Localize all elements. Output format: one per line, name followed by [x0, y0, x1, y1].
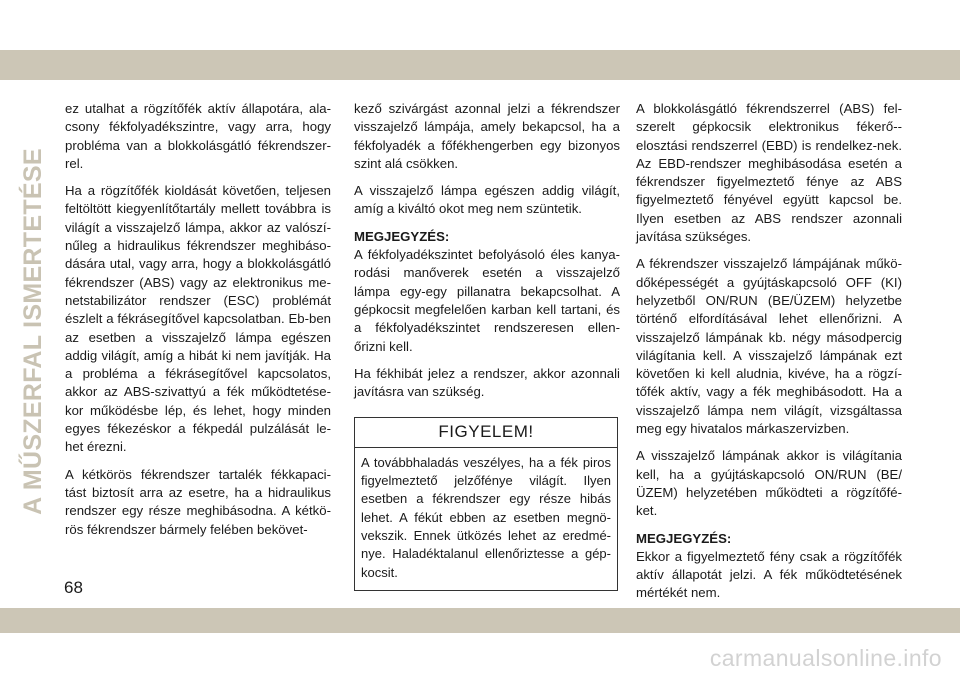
col2-paragraph-4: Ha fékhibát jelez a rendszer, akkor azonnali javításra van szükség.: [354, 365, 620, 400]
col3-paragraph-1: A blokkolásgátló fékrendszerrel (ABS) fel-szerelt gépkocsik elektronikus fékerő--elosztási rendszerrel (EBD) is rendelkez-nek. Az EBD-rendszer meghibásodása esetén a fékrendszer figyelmeztető fénye az ABS figyelmeztető fényével együtt kapcsol be. Ilyen esetben az ABS rendszer azonnali javítása szükséges.: [636, 101, 902, 245]
page-number: 68: [64, 578, 83, 597]
footer-band: [0, 608, 960, 633]
column-1: [65, 100, 331, 548]
warning-body: A továbbhaladás veszélyes, ha a fék piros figyelmeztető jelzőfénye világít. Ilyen esetben a fékrendszer egy része hibás lehet. A fékút ebben az esetben megnö-vekszik. Ennek ütközés lehet az eredmé-nye. Haladéktalanul ellenőriztesse a gép-kocsit.: [361, 454, 611, 580]
note-heading: MEGJEGYZÉS:: [636, 530, 732, 546]
col1-paragraph-2: Ha a rögzítőfék kioldását követően, teljesen feltöltött kiegyenlítőtartály mellett továbbra is világít a visszajelző lámpa, akkor az valószí-nűleg a hidraulikus fékrendszer meghibáso-dására utal, vagy arra, hogy a blokkolásgátló fékrendszer (ABS) vagy az elektronikus me-netstabilizátor rendszer (ESC) problémát észlelt a fékrásegítővel kapcsolatban. Eb-ben az esetben a visszajelző lámpa egészen addig világít, amíg a hibát ki nem javítják. Ha a probléma a fékrásegítővel kapcsolatos, akkor az ABS-szivattyú a fék működtetése-kor működésbe lép, és lehet, hogy minden egyes fékezéskor a fékpedál pulzálását le-het érezni.: [65, 183, 331, 455]
warning-box: [354, 417, 618, 590]
section-side-title: [16, 100, 50, 562]
col3-paragraph-2: A fékrendszer visszajelző lámpájának műkö-dőképességét a gyújtáskapcsoló OFF (KI) helyzetből ON/RUN (BE/ÜZEM) helyzetbe történő elfordításával lehet ellenőrizni. A visszajelző lámpának kb. négy másodpercig világítania kell. A visszajelző lámpának ezt követően ki kell aludnia, kivéve, ha a rögzí-tőfék aktív, vagy a fék meghibásodott. Ha a visszajelző lámpa nem világít, vizsgáltassa meg egy hivatalos márkaszervizben.: [636, 256, 902, 437]
col1-paragraph-3: A kétkörös fékrendszer tartalék fékkapaci-tást biztosít arra az esetre, ha a hidraulikus rendszer egy része meghibásodna. A kétkö-rös fékrendszer bármely felében bekövet-: [65, 466, 331, 537]
warning-title: FIGYELEM!: [355, 418, 617, 447]
col3-paragraph-3: A visszajelző lámpának akkor is világítania kell, ha a gyújtáskapcsoló ON/RUN (BE/ ÜZEM) helyzetében működteti a rögzítőfé-ket.: [636, 448, 902, 519]
col2-paragraph-1: kező szivárgást azonnal jelzi a fékrendszer visszajelző lámpája, amely bekapcsol, ha a fékfolyadék a főfékhengerben egy bizonyos szint alá csökken.: [354, 101, 620, 171]
column-2: [354, 100, 620, 591]
col1-paragraph-1: ez utalhat a rögzítőfék aktív állapotára, ala-csony fékfolyadékszintre, vagy arra, hogy probléma van a blokkolásgátló fékrendszer-rel.: [65, 101, 331, 171]
col2-paragraph-2: A visszajelző lámpa egészen addig világít, amíg a kiváltó okot meg nem szüntetik.: [354, 183, 620, 217]
note-heading: MEGJEGYZÉS:: [354, 228, 450, 244]
column-3: [636, 100, 902, 612]
col2-paragraph-3: A fékfolyadékszintet befolyásoló éles kanya-rodási manőverek esetén a visszajelző lámpa egy-egy pillanatra bekapcsolhat. A gépkocsit megfelelően karban kell tartani, és a fékfolyadékszintet rendszeresen ellen-őrizni kell.: [354, 247, 620, 354]
section-title-text: A MŰSZERFAL ISMERTETÉSE: [18, 147, 47, 515]
col3-paragraph-4: Ekkor a figyelmeztető fény csak a rögzítőfék aktív állapotát jelzi. A fék működtetésének mértékét nem.: [636, 548, 902, 601]
watermark: carmanualsonline.info: [709, 645, 942, 671]
header-band: [0, 50, 960, 80]
